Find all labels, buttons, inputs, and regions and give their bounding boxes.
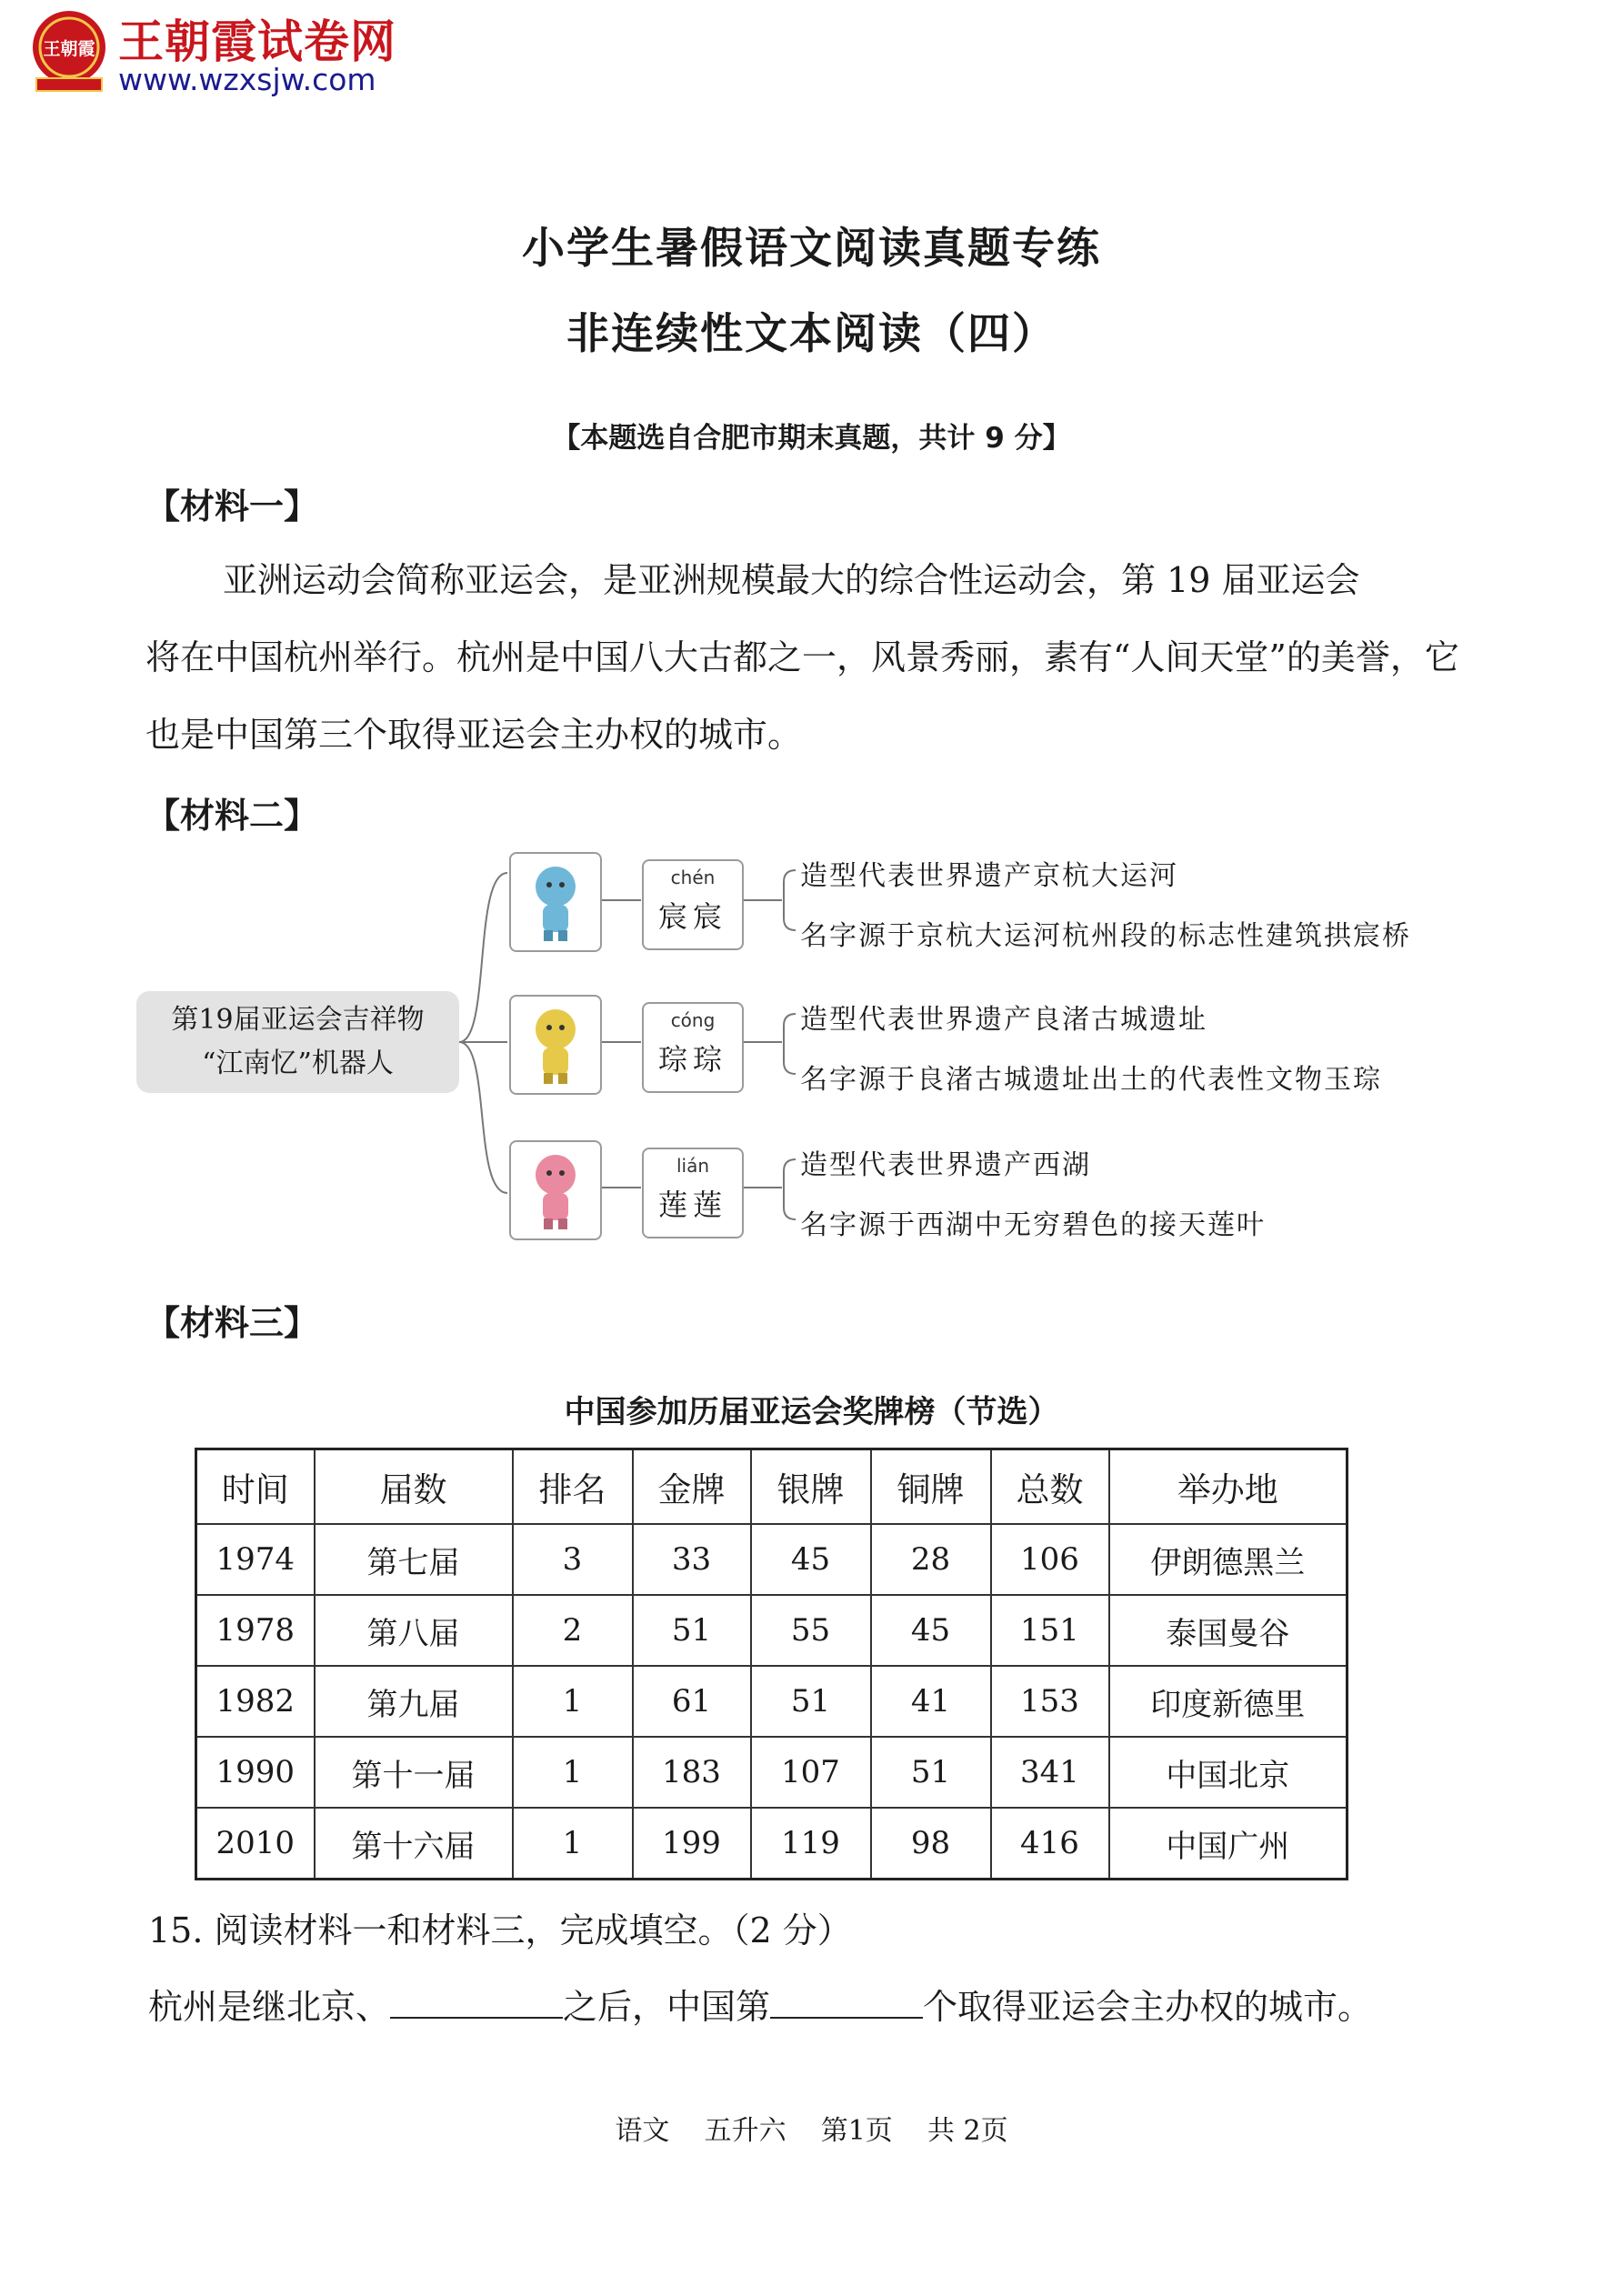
table-cell: 41 (871, 1666, 991, 1737)
page-footer: 语文 五升六 第1页 共 2页 (615, 2115, 1008, 2147)
table-row (196, 1737, 1347, 1808)
question-15-fill-line (148, 1979, 1372, 2029)
table-cell: 1 (513, 1666, 633, 1737)
column-header: 金牌 (633, 1449, 751, 1525)
column-header: 铜牌 (871, 1449, 991, 1525)
table-cell: 中国北京 (1109, 1737, 1347, 1808)
mindmap-root-line2: “江南忆”机器人 (202, 1048, 394, 1079)
column-header: 届数 (315, 1449, 513, 1525)
table-cell: 61 (633, 1666, 751, 1737)
table-row (196, 1595, 1347, 1666)
medal-table-title: 中国参加历届亚运会奖牌榜（节选） (564, 1394, 1059, 1430)
table-cell: 55 (751, 1595, 871, 1666)
mindmap-root (136, 991, 459, 1093)
table-cell: 98 (871, 1808, 991, 1880)
column-header: 总数 (991, 1449, 1109, 1525)
table-cell: 45 (751, 1524, 871, 1595)
table-cell: 伊朗德黑兰 (1109, 1524, 1347, 1595)
table-row (196, 1524, 1347, 1595)
table-cell: 416 (991, 1808, 1109, 1880)
mascot-card-chenchen (509, 852, 602, 952)
shape-prefix: 造型 (800, 1149, 858, 1181)
table-cell: 28 (871, 1524, 991, 1595)
emblem-text: 王朝霞 (43, 39, 95, 59)
table-cell: 1974 (196, 1524, 315, 1595)
site-name: 王朝霞试卷网 (118, 15, 396, 68)
mascot-name-origin: 名字源于西湖中无穷碧色的接天莲叶 (800, 1209, 1266, 1241)
table-cell: 183 (633, 1737, 751, 1808)
mascot-shape-desc (800, 997, 1207, 1037)
table-cell: 第八届 (315, 1595, 513, 1666)
material3-heading: 【材料三】 (145, 1303, 319, 1343)
column-header: 举办地 (1109, 1449, 1347, 1525)
table-cell: 51 (871, 1737, 991, 1808)
column-header: 银牌 (751, 1449, 871, 1525)
page-title: 小学生暑假语文阅读真题专练 (522, 224, 1101, 274)
mascot-card-congcong (509, 995, 602, 1095)
question-15-prompt: 15. 阅读材料一和材料三，完成填空。（2 分） (148, 1910, 852, 1950)
mascot-pinyin: chén (670, 867, 716, 888)
mascot-name: 琮琮 (657, 1042, 727, 1077)
material1-rest: 将在中国杭州举行。杭州是中国八大古都之一，风景秀丽，素有“人间天堂”的美誉，它也是中国第三个取得亚运会主办权的城市。 (145, 637, 1459, 755)
table-cell: 第九届 (315, 1666, 513, 1737)
table-cell: 199 (633, 1808, 751, 1880)
table-cell: 1 (513, 1737, 633, 1808)
table-cell: 1982 (196, 1666, 315, 1737)
table-cell: 第十六届 (315, 1808, 513, 1880)
table-cell: 印度新德里 (1109, 1666, 1347, 1737)
table-cell: 153 (991, 1666, 1109, 1737)
table-cell: 45 (871, 1595, 991, 1666)
page-subtitle: 非连续性文本阅读（四） (566, 309, 1057, 359)
fill-text-part1: 杭州是继北京、 (148, 1987, 391, 2027)
mascot-figure-chenchen-icon (511, 854, 600, 950)
table-header-row (196, 1449, 1347, 1525)
table-cell: 106 (991, 1524, 1109, 1595)
material1-first-line: 亚洲运动会简称亚运会，是亚洲规模最大的综合性运动会，第 19 届亚运会 (223, 560, 1360, 600)
answer-blank-2[interactable] (770, 1982, 923, 2019)
table-row (196, 1808, 1347, 1880)
table-cell: 51 (751, 1666, 871, 1737)
mascot-pinyin: cóng (670, 1009, 716, 1031)
table-cell: 第七届 (315, 1524, 513, 1595)
table-row (196, 1666, 1347, 1737)
mascot-card-lianlian (509, 1140, 602, 1240)
table-cell: 1 (513, 1808, 633, 1880)
mascot-name-origin: 名字源于良渚古城遗址出土的代表性文物玉琮 (800, 1064, 1382, 1096)
shape-text: 代表世界遗产西湖 (858, 1149, 1091, 1181)
mascot-name-card-chenchen (642, 859, 744, 950)
fill-text-part3: 个取得亚运会主办权的城市。 (923, 1987, 1373, 2027)
table-cell: 第十一届 (315, 1737, 513, 1808)
table-cell: 泰国曼谷 (1109, 1595, 1347, 1666)
table-cell: 51 (633, 1595, 751, 1666)
mascot-name-card-lianlian (642, 1148, 744, 1238)
table-cell: 151 (991, 1595, 1109, 1666)
mindmap-root-line1: 第19届亚运会吉祥物 (171, 1004, 425, 1036)
mascot-figure-lianlian-icon (511, 1142, 600, 1238)
mascot-shape-desc (800, 853, 1178, 893)
table-cell: 中国广州 (1109, 1808, 1347, 1880)
table-cell: 119 (751, 1808, 871, 1880)
mascot-name-card-congcong (642, 1002, 744, 1093)
medal-table (195, 1448, 1348, 1880)
table-cell: 341 (991, 1737, 1109, 1808)
mascot-figure-congcong-icon (511, 997, 600, 1093)
mascot-shape-desc (800, 1142, 1091, 1182)
table-cell: 1990 (196, 1737, 315, 1808)
mascot-pinyin: lián (676, 1155, 710, 1177)
mascot-name-origin: 名字源于京杭大运河杭州段的标志性建筑拱宸桥 (800, 920, 1411, 952)
table-cell: 1978 (196, 1595, 315, 1666)
column-header: 排名 (513, 1449, 633, 1525)
site-url[interactable]: www.wzxsjw.com (118, 62, 376, 97)
shape-text: 代表世界遗产良渚古城遗址 (858, 1004, 1207, 1036)
table-cell: 3 (513, 1524, 633, 1595)
column-header: 时间 (196, 1449, 315, 1525)
shape-text: 代表世界遗产京杭大运河 (858, 860, 1178, 892)
shape-prefix: 造型 (800, 860, 858, 892)
fill-text-part2: 之后，中国第 (563, 1987, 771, 2027)
table-cell: 33 (633, 1524, 751, 1595)
table-cell: 107 (751, 1737, 871, 1808)
material1-heading: 【材料一】 (145, 486, 319, 526)
material2-heading: 【材料二】 (145, 796, 319, 836)
mascot-name: 莲莲 (657, 1188, 727, 1222)
table-cell: 2010 (196, 1808, 315, 1880)
table-cell: 2 (513, 1595, 633, 1666)
answer-blank-1[interactable] (390, 1982, 563, 2019)
mascot-name: 宸宸 (657, 899, 727, 934)
source-note: 【本题选自合肥市期末真题，共计 9 分】 (552, 422, 1071, 455)
shape-prefix: 造型 (800, 1004, 858, 1036)
